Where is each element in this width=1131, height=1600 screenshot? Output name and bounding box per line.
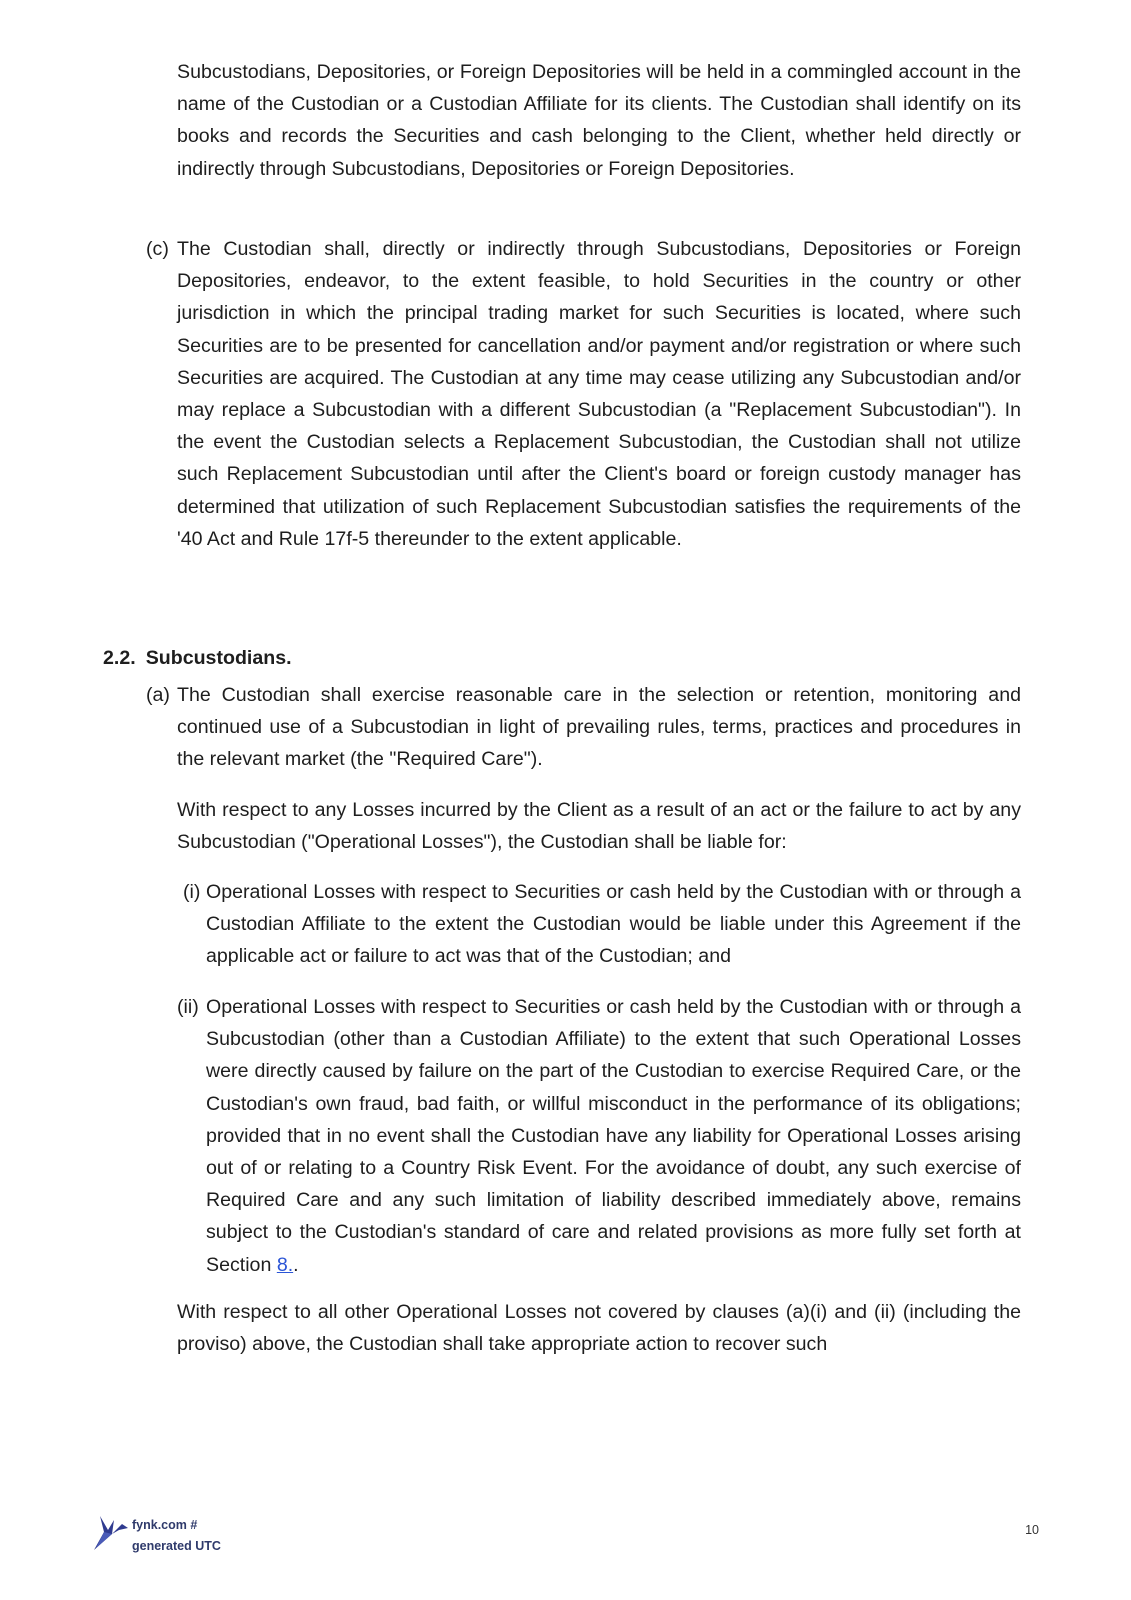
item-ii-paragraph (206, 991, 1021, 1281)
footer-branding (132, 1515, 221, 1557)
footer-brand-line: fynk.com # (132, 1518, 198, 1532)
clause-a-text: The Custodian shall exercise reasonable care in the selection or retention, monitoring and continued use of a Subcustodian in light of prevailing rules, terms, practices and procedures in the relevant market (the "Required Care"). (177, 684, 1021, 771)
fynk-bird-logo-icon (92, 1512, 134, 1552)
item-ii-trailing: . (293, 1253, 299, 1276)
footer-generated-line: generated UTC (132, 1539, 221, 1553)
clause-a-label: (a) (146, 684, 170, 706)
item-ii-text: Operational Losses with respect to Securities or cash held by the Custodian with or through a Subcustodian (other than a Custodian Affiliate) to the extent that such Operational Losses were directly caused by failure on the part of the Custodian to exercise Required Care, or the Custodian's own fraud, bad faith, or willful misconduct in the performance of its obligations; provided that in no event shall the Custodian have any liability for Operational Losses arising out of or relating to a Country Risk Event. For the avoidance of doubt, any such exercise of Required Care and any such limitation of liability described immediately above, remains subject to the Custodian's standard of care and related provisions as more fully set forth at Section (206, 996, 1021, 1276)
clause-c-text: The Custodian shall, directly or indirectly through Subcustodians, Depositories or Foreign Depositories, endeavor, to the extent feasible, to hold Securities in the country or other jurisdiction in which the principal trading market for such Securities is located, where such Securities are to be presented for cancellation and/or payment and/or registration or where such Securities are acquired. The Custodian at any time may cease utilizing any Subcustodian and/or may replace a Subcustodian with a different Subcustodian (a "Replacement Subcustodian"). In the event the Custodian selects a Replacement Subcustodian, the Custodian shall not utilize such Replacement Subcustodian until after the Client's board or foreign custody manager has determined that utilization of such Replacement Subcustodian satisfies the requirements of the '40 Act and Rule 17f-5 thereunder to the extent applicable. (177, 238, 1021, 550)
item-i-label: (i) (183, 881, 201, 903)
section-8-link[interactable]: 8. (276, 1253, 294, 1276)
operational-losses-intro: With respect to any Losses incurred by the Client as a result of an act or the failure to act by any Subcustodian ("Operational Losses"), the Custodian shall be liable for: (177, 799, 1021, 854)
clause-c-label: (c) (146, 238, 169, 260)
paragraph-b-continuation: Subcustodians, Depositories, or Foreign Depositories will be held in a commingled account in the name of the Custodian or a Custodian Affiliate for its clients. The Custodian shall identify on its books and records the Securities and cash belonging to the Client, whether held directly or indirectly through Subcustodians, Depositories or Foreign Depositories. (177, 61, 1021, 180)
section-number: 2.2. (103, 647, 136, 669)
section-title: Subcustodians. (145, 647, 292, 669)
item-ii-label: (ii) (177, 996, 199, 1018)
item-i-text: Operational Losses with respect to Securities or cash held by the Custodian with or through a Custodian Affiliate to the extent the Custodian would be liable under this Agreement if the applicable act or failure to act was that of the Custodian; and (206, 881, 1021, 968)
other-operational-losses-paragraph: With respect to all other Operational Losses not covered by clauses (a)(i) and (ii) (including the proviso) above, the Custodian shall take appropriate action to recover such (177, 1301, 1021, 1356)
page-number: 10 (1025, 1523, 1039, 1537)
section-heading (103, 642, 292, 674)
